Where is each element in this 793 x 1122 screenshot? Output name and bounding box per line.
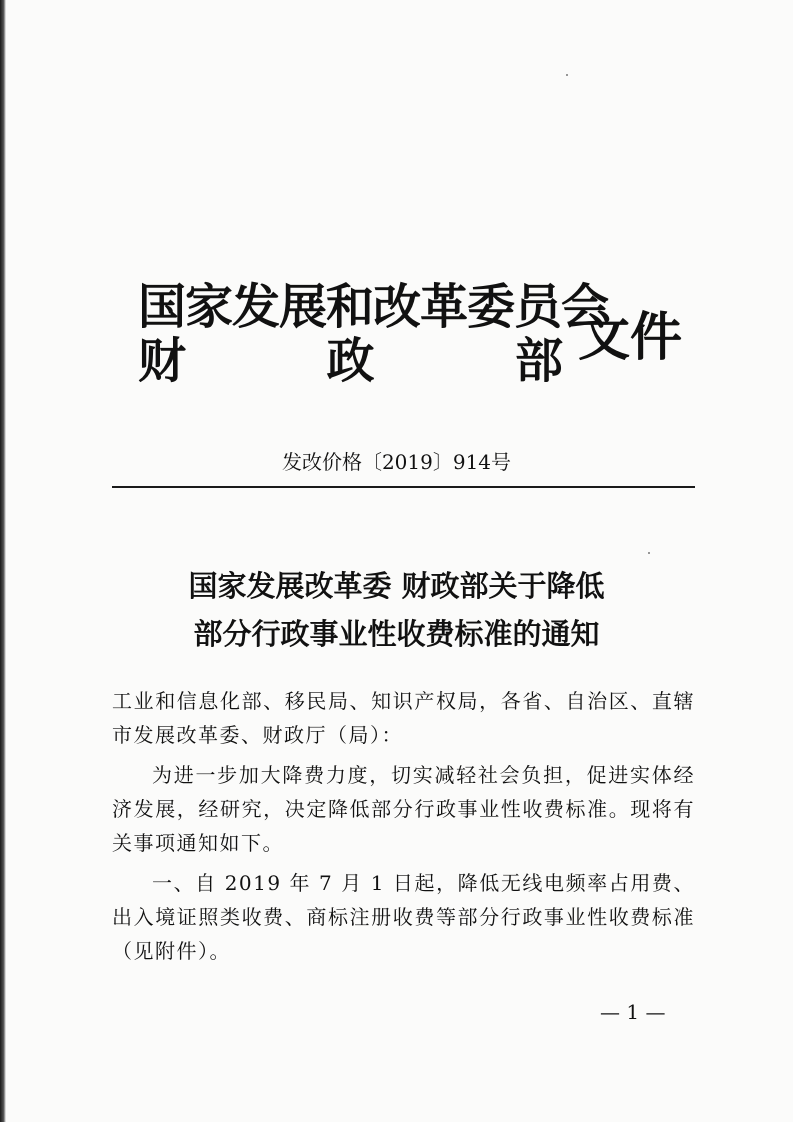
scan-edge-shadow (0, 0, 6, 1122)
body-paragraph-2: 一、自 2019 年 7 月 1 日起，降低无线电频率占用费、出入境证照类收费、商标注册收费等部分行政事业性收费标准（见附件）。 (112, 871, 695, 963)
recipients-line: 工业和信息化部、移民局、知识产权局，各省、自治区、直辖市发展改革委、财政厅（局）： (112, 689, 695, 747)
title-line-1: 国家发展改革委 财政部关于降低 (188, 569, 605, 603)
org-name-mof-char-2: 政 (326, 333, 374, 389)
org-name-mof-char-3: 部 (514, 333, 562, 389)
scan-speck (566, 74, 568, 76)
org-name-ndrc: 国家发展和改革委员会 (138, 279, 609, 335)
document-header (138, 280, 698, 400)
org-name-mof-char-1: 财 (138, 333, 186, 389)
document-title (0, 562, 793, 658)
issuing-organizations (138, 279, 609, 389)
org-name-mof (138, 334, 562, 388)
document-type-label: 文件 (578, 308, 683, 368)
title-line-2: 部分行政事业性收费标准的通知 (193, 617, 600, 651)
page-number: — 1 — (600, 1000, 666, 1024)
scan-speck (648, 552, 650, 554)
document-number: 发改价格〔2019〕914号 (281, 450, 512, 474)
document-body (112, 684, 695, 974)
header-divider (112, 486, 695, 488)
body-paragraph-1: 为进一步加大降费力度，切实减轻社会负担，促进实体经济发展，经研究，决定降低部分行政事业性收费标准。现将有关事项通知如下。 (112, 763, 695, 855)
